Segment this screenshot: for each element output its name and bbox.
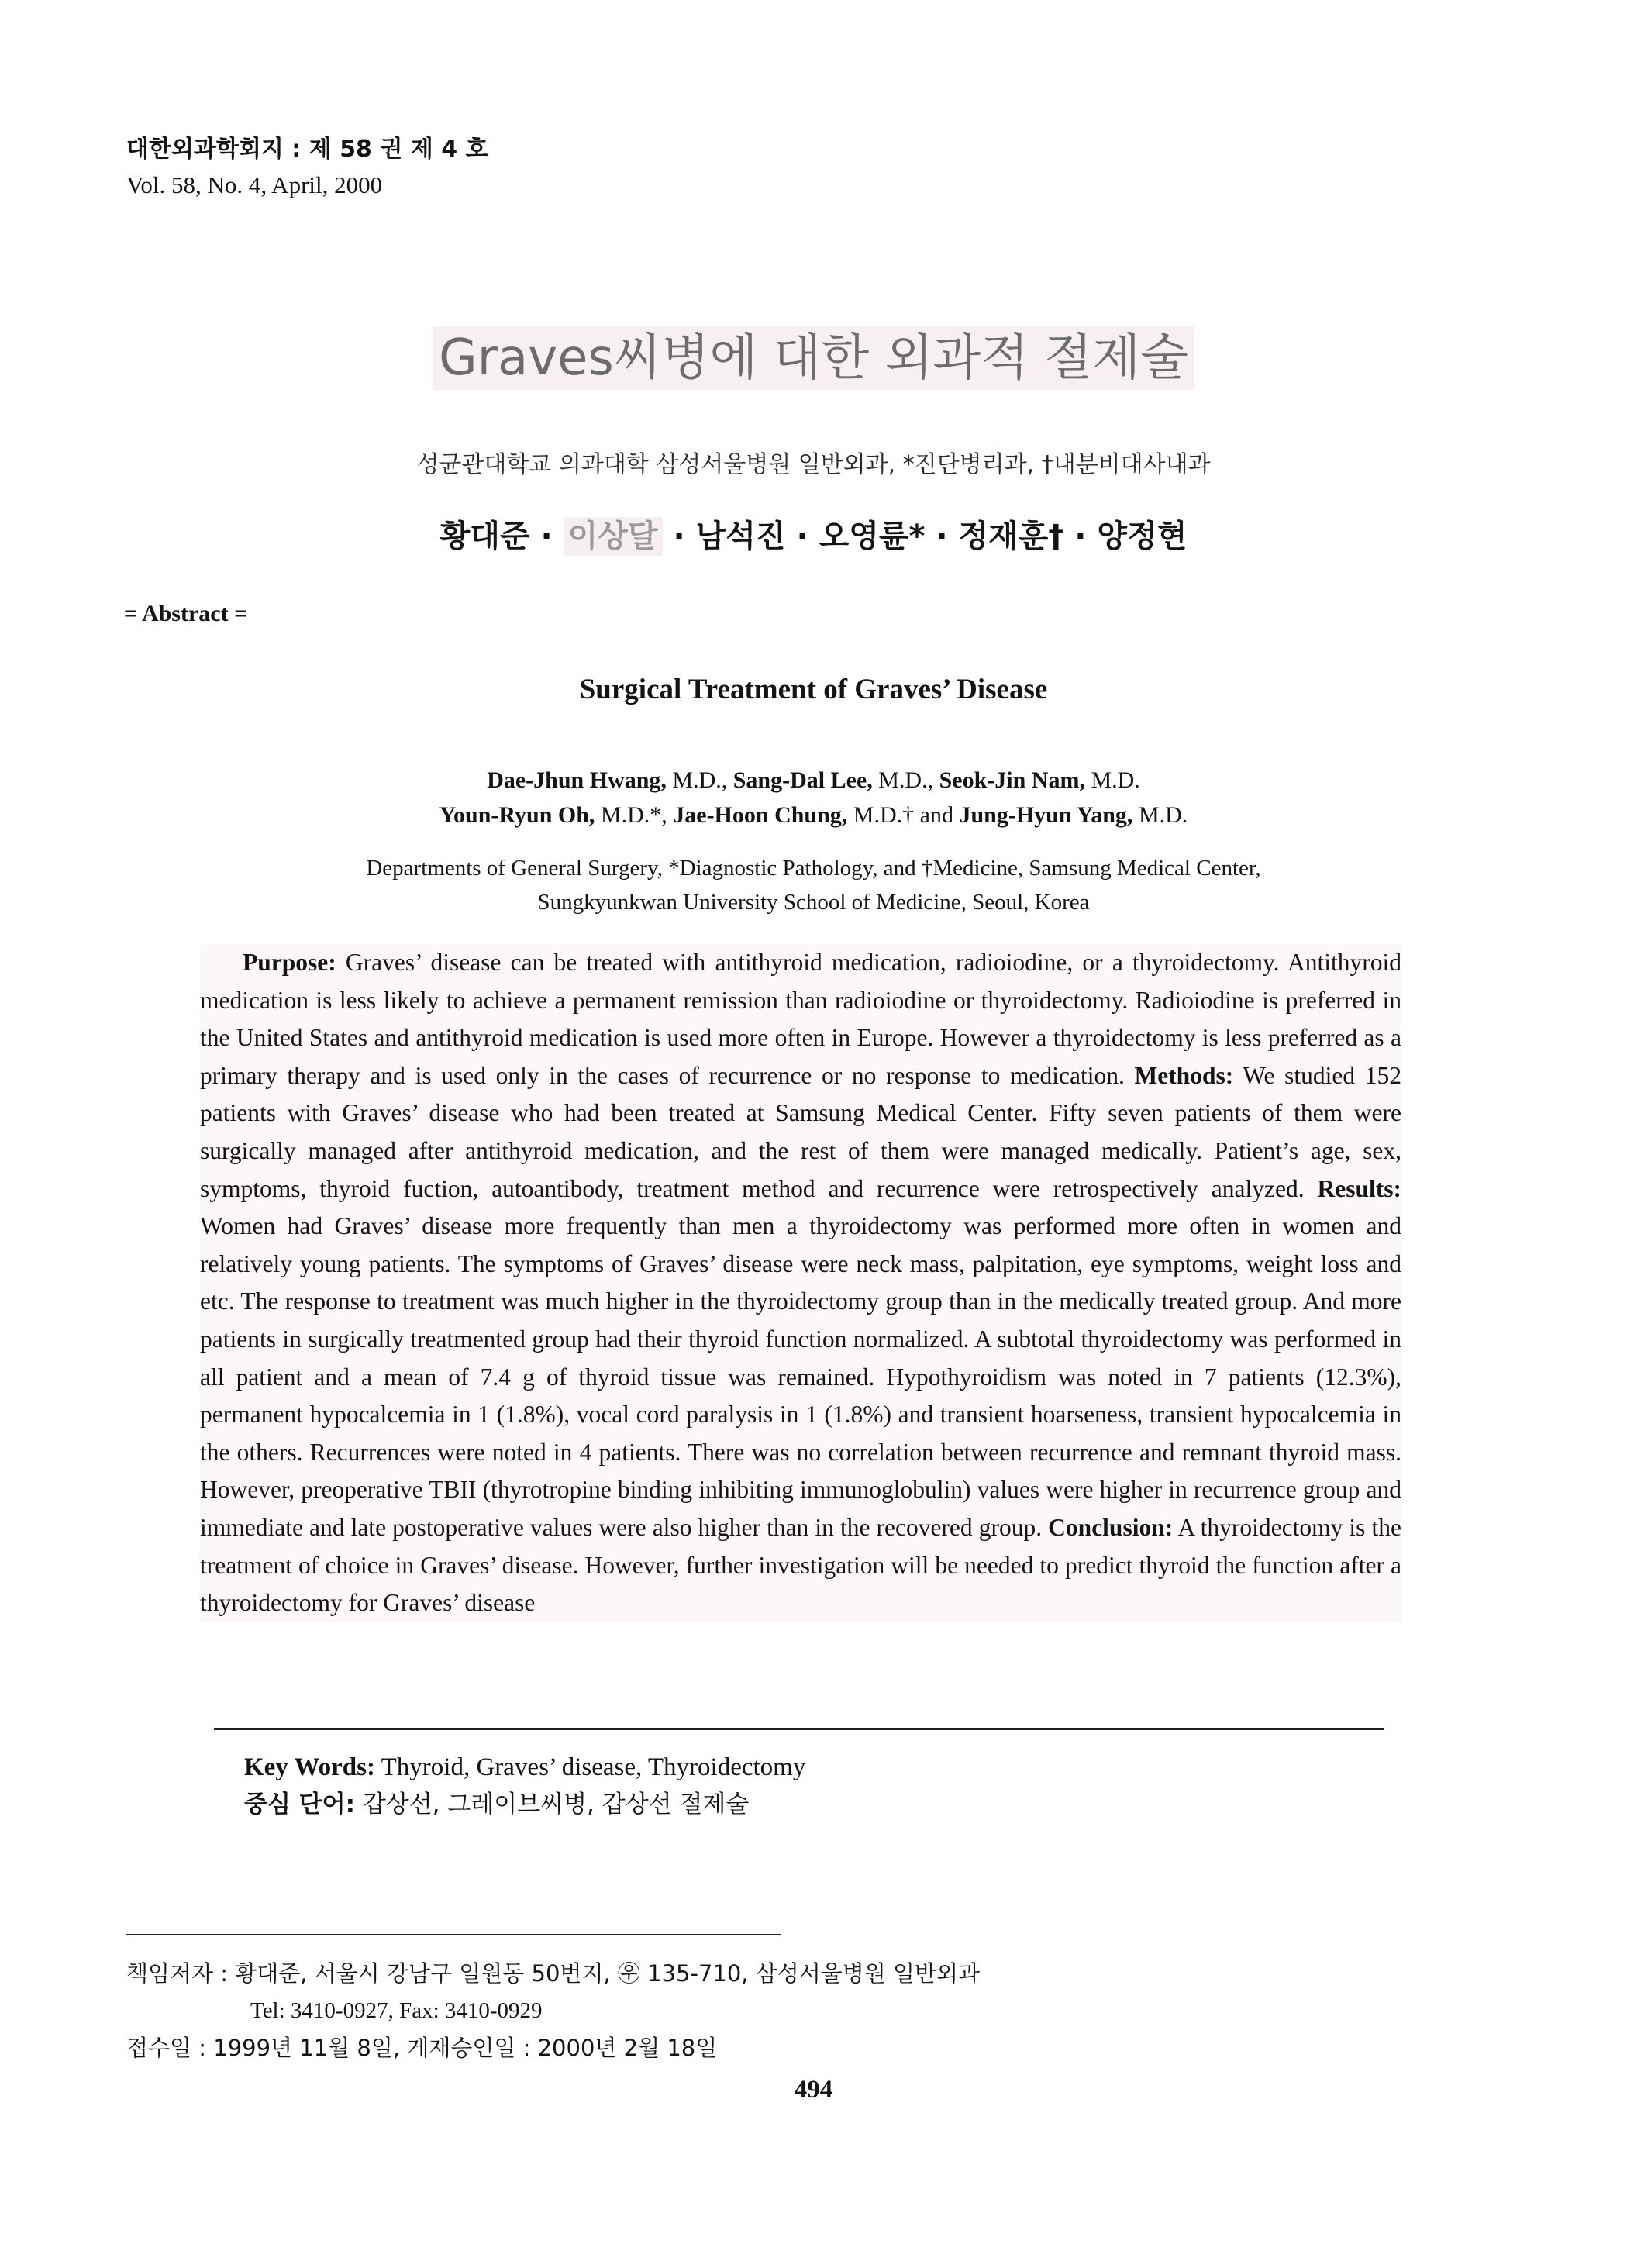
author-name: Dae-Jhun Hwang, bbox=[487, 767, 667, 793]
author-name: Jae-Hoon Chung, bbox=[673, 802, 848, 828]
keywords-kr-value: 갑상선, 그레이브씨병, 갑상선 절제술 bbox=[354, 1791, 750, 1818]
journal-header bbox=[126, 132, 488, 203]
journal-korean: 대한외과학회지 : 제 58 권 제 4 호 bbox=[126, 136, 488, 163]
abstract-label: = Abstract = bbox=[124, 601, 248, 626]
author-separator: · bbox=[925, 519, 959, 554]
author-line bbox=[0, 763, 1627, 798]
english-authors bbox=[0, 763, 1627, 832]
affiliation-line: Sungkyunkwan University School of Medicine, Seoul, Korea bbox=[537, 890, 1090, 915]
correspondence-phone: Tel: 3410-0927, Fax: 3410-0929 bbox=[250, 1998, 543, 2023]
english-title: Surgical Treatment of Graves’ Disease bbox=[579, 674, 1048, 705]
author-kr: 남석진 bbox=[695, 519, 786, 554]
keywords-kr-label: 중심 단어: bbox=[244, 1791, 355, 1818]
journal-volume: Vol. 58, No. 4, April, 2000 bbox=[126, 171, 383, 198]
correspondence-dates: 접수일 : 1999년 11월 8일, 게재승인일 : 2000년 2월 18일 bbox=[126, 2035, 718, 2061]
affiliation-line: Departments of General Surgery, *Diagnostic Pathology, and †Medicine, Samsung Medical Center, bbox=[366, 856, 1261, 881]
author-degree: M.D.† and bbox=[847, 802, 960, 828]
author-kr: 이상달 bbox=[564, 517, 663, 556]
author-degree: M.D.*, bbox=[595, 802, 674, 828]
abstract-body bbox=[200, 944, 1401, 1622]
conclusion-text: A thyroidectomy is the treatment of choice in Graves’ disease. However, further investigation will be needed to predict thyroid the function after a thyroidectomy for Graves’ disease bbox=[200, 1513, 1401, 1617]
author-name: Sang-Dal Lee, bbox=[732, 767, 873, 793]
keywords-en-value: Thyroid, Graves’ disease, Thyroidectomy bbox=[374, 1753, 806, 1781]
footnote-divider bbox=[126, 1934, 781, 1935]
author-name: Jung-Hyun Yang, bbox=[959, 802, 1133, 828]
author-separator: · bbox=[529, 519, 564, 554]
results-text: Women had Graves’ disease more frequently than men a thyroidectomy was performed more often in women and relatively young patients. The symptoms of Graves’ disease were neck mass, palpitation, eye symptoms, weight loss and etc. The response to treatment was much higher in the thyroidectomy group than in the medically treated group. And more patients in surgically treatmented group had their thyroid function normalized. A subtotal thyroidectomy was performed in all patient and a mean of 7.4 g of thyroid tissue was remained. Hypothyroidism was noted in 7 patients (12.3%), permanent hypocalcemia in 1 (1.8%), vocal cord paralysis in 1 (1.8%) and transient hoarseness, transient hypocalcemia in the others. Recurrences were noted in 4 patients. There was no correlation between recurrence and remnant thyroid mass. However, preoperative TBII (thyrotropine binding inhibiting immunoglobulin) values were higher in recurrence group and immediate and late postoperative values were also higher than in the recovered group. bbox=[200, 1212, 1401, 1541]
title-kr: Graves씨병에 대한 외과적 절제술 bbox=[433, 326, 1194, 390]
page-title bbox=[0, 318, 1627, 389]
author-line bbox=[0, 798, 1627, 832]
author-kr: 황대준 bbox=[439, 519, 530, 554]
author-kr: 양정현 bbox=[1097, 519, 1188, 554]
keywords-en bbox=[244, 1749, 805, 1786]
authors-kr bbox=[0, 512, 1627, 556]
conclusion-label: Conclusion: bbox=[1048, 1513, 1174, 1541]
methods-label: Methods: bbox=[1134, 1061, 1234, 1089]
author-separator: · bbox=[785, 519, 819, 554]
author-degree: M.D., bbox=[872, 767, 939, 793]
author-kr: 정재훈† bbox=[958, 519, 1064, 554]
methods-text: We studied 152 patients with Graves’ disease who had been treated at Samsung Medical Center. Fifty seven patients of them were surgically managed after antithyroid medication, and the rest of them were managed medically. Patient’s age, sex, symptoms, thyroid fuction, autoantibody, treatment method and recurrence were retrospectively analyzed. bbox=[200, 1061, 1401, 1202]
purpose-text: Graves’ disease can be treated with antithyroid medication, radioiodine, or a thyroidectomy. Antithyroid medication is less likely to achieve a permanent remission than radioiodine or thyroidectomy. Radioiodine is preferred in the United States and antithyroid medication is used more often in Europe. However a thyroidectomy is less preferred as a primary therapy and is used only in the cases of recurrence or no response to medication. bbox=[200, 949, 1401, 1089]
affiliation-kr: 성균관대학교 의과대학 삼성서울병원 일반외과, *진단병리과, †내분비대사내과 bbox=[416, 451, 1211, 478]
author-name: Youn-Ryun Oh, bbox=[439, 802, 595, 828]
keywords-kr bbox=[244, 1786, 805, 1823]
correspondence-author: 책임저자 : 황대준, 서울시 강남구 일원동 50번지, ㉾ 135-710, 삼성서울병원 일반외과 bbox=[126, 1960, 981, 1987]
english-affiliation bbox=[0, 851, 1627, 919]
author-separator: · bbox=[662, 519, 696, 554]
abstract-divider bbox=[214, 1728, 1384, 1730]
author-kr: 오영륜* bbox=[819, 519, 926, 554]
author-separator: · bbox=[1063, 519, 1098, 554]
author-degree: M.D. bbox=[1084, 767, 1140, 793]
abstract-paragraph bbox=[200, 944, 1401, 1622]
correspondence bbox=[126, 1955, 980, 2066]
keywords-en-label: Key Words: bbox=[244, 1753, 375, 1781]
keywords bbox=[244, 1749, 805, 1823]
author-degree: M.D., bbox=[666, 767, 733, 793]
author-name: Seok-Jin Nam, bbox=[939, 767, 1085, 793]
page-number: 494 bbox=[794, 2076, 833, 2104]
purpose-label: Purpose: bbox=[243, 949, 336, 976]
author-degree: M.D. bbox=[1132, 802, 1188, 828]
results-label: Results: bbox=[1317, 1174, 1401, 1202]
